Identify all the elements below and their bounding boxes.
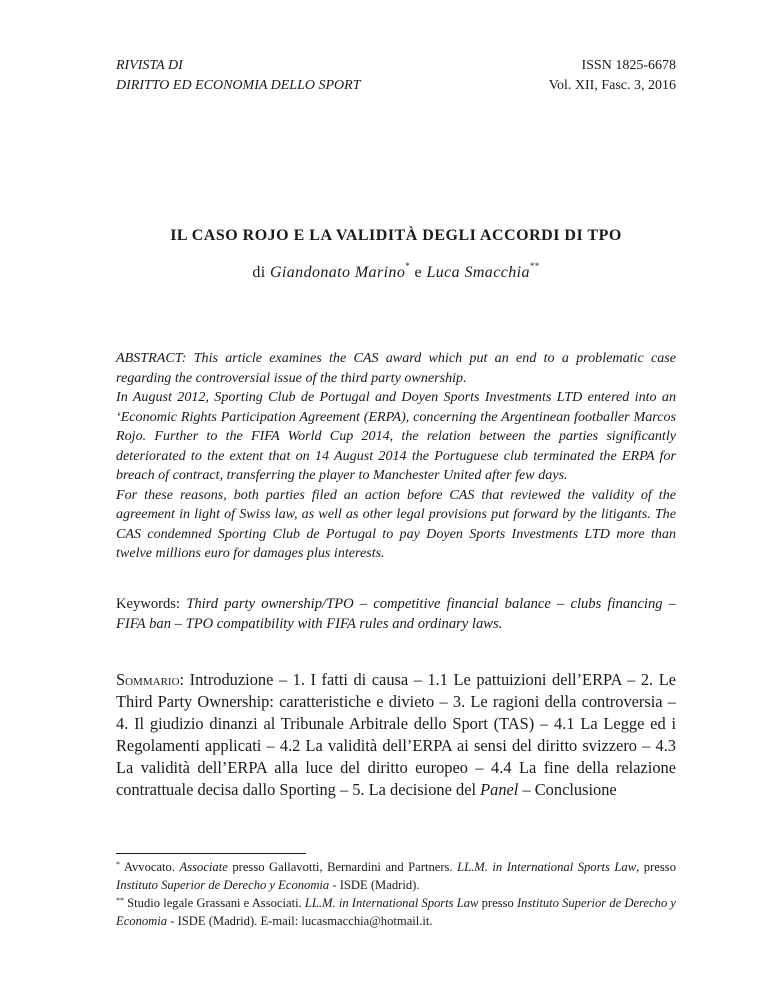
keywords-terms: Third party ownership/TPO – competitive financial balance – clubs financing – FIFA ban – TPO compatibility with FIFA rules and ordinary laws. <box>116 596 676 632</box>
footnote-1-text-a: Avvocato. <box>120 860 180 874</box>
footnote-1-mark: * <box>116 860 120 869</box>
footnote-1-text-b: Associate <box>179 860 228 874</box>
footnote-2-text-c: presso <box>478 896 517 910</box>
keywords <box>116 594 676 634</box>
author-conjunction: e <box>414 264 423 281</box>
footnote-1-text-f: Instituto Superior de Derecho y Economia <box>116 878 330 892</box>
sommario-colon: : <box>179 670 190 689</box>
footnote-1-text-g: - ISDE (Madrid). <box>329 878 420 892</box>
journal-name-line1: RIVISTA DI <box>116 58 183 73</box>
footnote-separator <box>116 853 306 854</box>
footnote-1-text-e: , presso <box>636 860 676 874</box>
journal-name-line2: DIRITTO ED ECONOMIA DELLO SPORT <box>116 78 361 93</box>
sommario-panel: Panel <box>480 780 519 799</box>
footnote-2-mark: ** <box>116 896 124 905</box>
footnotes <box>116 858 676 930</box>
footnote-1 <box>116 858 676 894</box>
keywords-label: Keywords: <box>116 596 187 612</box>
table-of-contents <box>116 669 676 801</box>
author-2-footnote-mark: ** <box>529 261 540 271</box>
footnote-2-text-d: Instituto Superior de Derecho y Economia <box>116 896 677 928</box>
running-header <box>116 56 676 100</box>
abstract <box>116 349 676 564</box>
footnote-1-text-c: presso Gallavotti, Bernardini and Partners. <box>227 860 458 874</box>
author-1-footnote-mark: * <box>405 261 411 271</box>
sommario-label: Sommario <box>116 670 180 689</box>
issue-info <box>549 56 676 96</box>
sommario-conclusion: – Conclusione <box>518 780 617 799</box>
footnote-2-text-e: - ISDE (Madrid). E-mail: lucasmacchia@hotmail.it. <box>167 914 433 928</box>
author-line <box>116 261 676 282</box>
journal-name <box>116 56 361 96</box>
abstract-paragraph-1: ABSTRACT: This article examines the CAS award which put an end to a problematic case regarding the controversial issue of the third party ownership. <box>116 350 676 386</box>
article-title: IL CASO ROJO E LA VALIDITÀ DEGLI ACCORDI DI TPO <box>170 227 622 244</box>
author-prefix: di <box>252 264 266 281</box>
author-1: Giandonato Marino <box>269 264 406 281</box>
footnote-2-text-b: LL.M. in International Sports Law <box>304 896 479 910</box>
footnote-1-text-d: LL.M. in International Sports Law <box>457 860 637 874</box>
volume-issue: Vol. XII, Fasc. 3, 2016 <box>548 78 676 93</box>
author-2: Luca Smacchia <box>426 264 530 281</box>
footnote-2 <box>116 894 676 930</box>
abstract-paragraph-2: In August 2012, Sporting Club de Portugal and Doyen Sports Investments LTD entered into an ‘Economic Rights Participation Agreement (ERPA), concerning the Argentinean footballer Marcos Rojo. Further to the FIFA World Cup 2014, the relation between the parties significantly deteriorated to the extent that on 14 August 2014 the Portuguese club terminated the ERPA for breach of contract, transferring the player to Manchester United after few days. <box>116 389 676 483</box>
sommario-text: Introduzione – 1. I fatti di causa – 1.1 Le pattuizioni dell’ERPA – 2. Le Third Party Ownership: caratteristiche e divieto – 3. Le ragioni della controversia – 4. Il giudizio dinanzi al Tribunale Arbitrale dello Sport (TAS) – 4.1 La Legge ed i Regolamenti applicati – 4.2 La validità dell’ERPA ai sensi del diritto svizzero – 4.3 La validità dell’ERPA alla luce del diritto europeo – 4.4 La fine della relazione contrattuale decisa dallo Sporting – 5. La decisione del <box>116 670 676 799</box>
issn: ISSN 1825-6678 <box>581 58 676 73</box>
footnote-2-text-a: Studio legale Grassani e Associati. <box>124 896 305 910</box>
abstract-paragraph-3: For these reasons, both parties filed an action before CAS that reviewed the validity of the agreement in light of Swiss law, as well as other legal provisions put forward by the litigants. The CAS condemned Sporting Club de Portugal to pay Doyen Sports Investments LTD more than twelve millions euro for damages plus interests. <box>116 486 676 561</box>
